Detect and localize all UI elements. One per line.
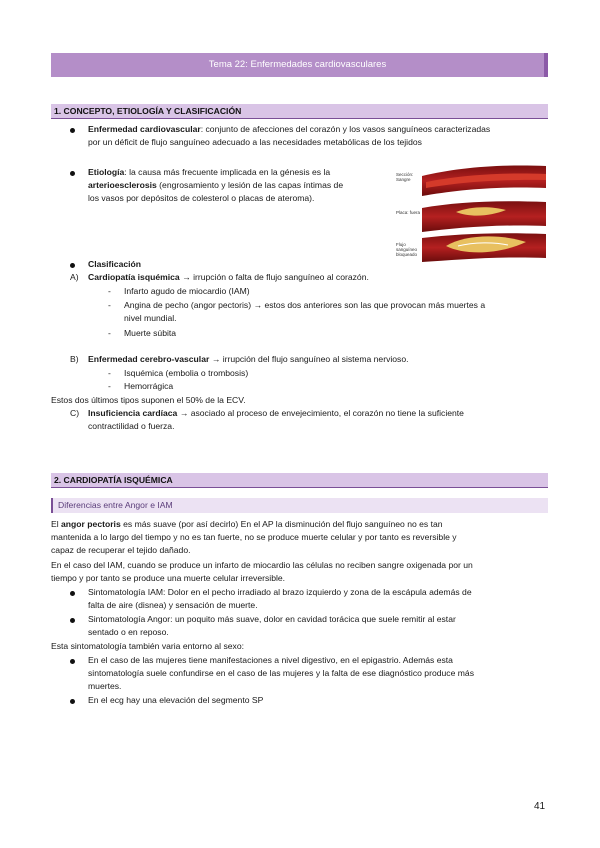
item-c-marker: C) bbox=[70, 408, 80, 418]
item-c-text-l2: contractilidad o fuerza. bbox=[88, 421, 175, 431]
item-a-sub-2: Angina de pecho (angor pectoris) → estos dos anteriores son las que provocan más muertes a bbox=[124, 300, 486, 310]
symptoms-angor bbox=[88, 613, 548, 639]
figure-label-c: Flujo sanguíneo bloqueado bbox=[396, 242, 418, 257]
b2-l2: sentado o en reposo. bbox=[88, 627, 169, 637]
dash: - bbox=[108, 381, 111, 391]
note: Estos dos últimos tipos suponen el 50% de la ECV. bbox=[51, 395, 246, 405]
figure-label-b: Placa: fuera bbox=[396, 210, 421, 215]
item-a bbox=[88, 271, 369, 284]
dash: - bbox=[108, 368, 111, 378]
item-a-sub-3: Muerte súbita bbox=[124, 328, 177, 338]
bullet-dot bbox=[70, 659, 75, 664]
b3-l3: muertes. bbox=[88, 681, 122, 691]
classification-title bbox=[88, 258, 141, 271]
p1-l2: mantenida a lo largo del tiempo y no es tan fuerte, no se produce muerte celular y por tanto es reversible y bbox=[51, 532, 457, 542]
figure-label-a: Sección: Sangre bbox=[396, 172, 414, 182]
item-a-term: Cardiopatía isquémica bbox=[88, 272, 180, 282]
sex-intro: Esta sintomatología también varia entorno al sexo: bbox=[51, 641, 244, 651]
p1-b: es más suave (por así decirlo) En el AP la disminución del flujo sanguíneo no es tan bbox=[120, 519, 443, 529]
dash: - bbox=[108, 328, 111, 338]
page-title-bar bbox=[51, 53, 548, 77]
section-2-header bbox=[51, 473, 548, 488]
b2-l1: Sintomatología Angor: un poquito más suave, dolor en cavidad torácica que suele remitir al estar bbox=[88, 614, 456, 624]
item-b bbox=[88, 353, 409, 366]
p2-l1: En el caso del IAM, cuando se produce un infarto de miocardio las células no reciben sangre oxigenada por un bbox=[51, 560, 473, 570]
item-b-term: Enfermedad cerebro-vascular bbox=[88, 354, 210, 364]
definition-paragraph bbox=[88, 123, 548, 149]
b3-l1: En el caso de las mujeres tiene manifestaciones a nivel digestivo, en el epigastrio. Además esta bbox=[88, 655, 453, 665]
bullet-dot bbox=[70, 591, 75, 596]
p1-term: angor pectoris bbox=[61, 519, 121, 529]
classification-label: Clasificación bbox=[88, 259, 142, 269]
def-text-l1: : conjunto de afecciones del corazón y los vasos sanguíneos caracterizadas bbox=[200, 124, 491, 134]
etio-term2: arterioesclerosis bbox=[88, 180, 157, 190]
item-a-sub-1: Infarto agudo de miocardio (IAM) bbox=[124, 286, 250, 296]
section-2-title: 2. CARDIOPATÍA ISQUÉMICA bbox=[54, 475, 173, 485]
item-b-marker: B) bbox=[70, 354, 79, 364]
iam-paragraph bbox=[51, 559, 548, 585]
bullet-dot bbox=[70, 618, 75, 623]
etio-l2: (engrosamiento y lesión de las capas íntimas de bbox=[156, 180, 344, 190]
p1-l3: capaz de recuperar el tejido dañado. bbox=[51, 545, 191, 555]
page-number: 41 bbox=[534, 801, 546, 812]
dash: - bbox=[108, 286, 111, 296]
artery-figure bbox=[396, 162, 546, 262]
item-c bbox=[88, 407, 548, 433]
item-c-text-l1: → asociado al proceso de envejecimiento, el corazón no tiene la suficiente bbox=[177, 408, 464, 418]
section-1-header bbox=[51, 104, 548, 119]
symptoms-iam bbox=[88, 586, 548, 612]
item-b-text: → irrupción del flujo sanguíneo al sistema nervioso. bbox=[209, 354, 409, 364]
b1-l1: Sintomatología IAM: Dolor en el pecho irradiado al brazo izquierdo y zona de la escápula además de bbox=[88, 587, 472, 597]
etio-term: Etiología bbox=[88, 167, 125, 177]
subsection-title: Diferencias entre Angor e IAM bbox=[58, 500, 173, 510]
item-b-sub-2: Hemorrágica bbox=[124, 381, 174, 391]
p2-l2: tiempo y por tanto se produce una muerte celular irreversible. bbox=[51, 573, 286, 583]
section-1-title: 1. CONCEPTO, ETIOLOGÍA Y CLASIFICACIÓN bbox=[54, 106, 242, 116]
item-a-sub-2-cont: nivel mundial. bbox=[124, 313, 177, 323]
b1-l2: falta de aire (disnea) y sensación de muerte. bbox=[88, 600, 258, 610]
page-title: Tema 22: Enfermedades cardiovasculares bbox=[208, 59, 387, 70]
item-a-marker: A) bbox=[70, 272, 79, 282]
item-a-text: → irrupción o falta de flujo sanguíneo al corazón. bbox=[179, 272, 369, 282]
bullet-dot bbox=[70, 128, 75, 133]
ecg-note: En el ecg hay una elevación del segmento SP bbox=[88, 695, 264, 705]
def-term: Enfermedad cardiovascular bbox=[88, 124, 201, 134]
p1-a: El bbox=[51, 519, 62, 529]
angor-paragraph bbox=[51, 518, 548, 557]
bullet-dot bbox=[70, 699, 75, 704]
dash: - bbox=[108, 300, 111, 310]
subsection-header bbox=[51, 498, 548, 513]
b3-l2: sintomatología suele confundirse en el caso de las mujeres y la falta de ese diagnóstico produce más bbox=[88, 668, 474, 678]
item-b-sub-1: Isquémica (embolia o trombosis) bbox=[124, 368, 249, 378]
def-text-l2: por un déficit de flujo sanguíneo adecuado a las necesidades metabólicas de los tejidos bbox=[88, 137, 422, 147]
etio-l1: : la causa más frecuente implicada en la génesis es la bbox=[124, 167, 331, 177]
women-symptoms bbox=[88, 654, 548, 693]
bullet-dot bbox=[70, 171, 75, 176]
etiology-paragraph bbox=[88, 166, 388, 205]
etio-l3: los vasos por depósitos de colesterol o placas de ateroma). bbox=[88, 193, 315, 203]
bullet-dot bbox=[70, 263, 75, 268]
item-c-term: Insuficiencia cardíaca bbox=[88, 408, 178, 418]
